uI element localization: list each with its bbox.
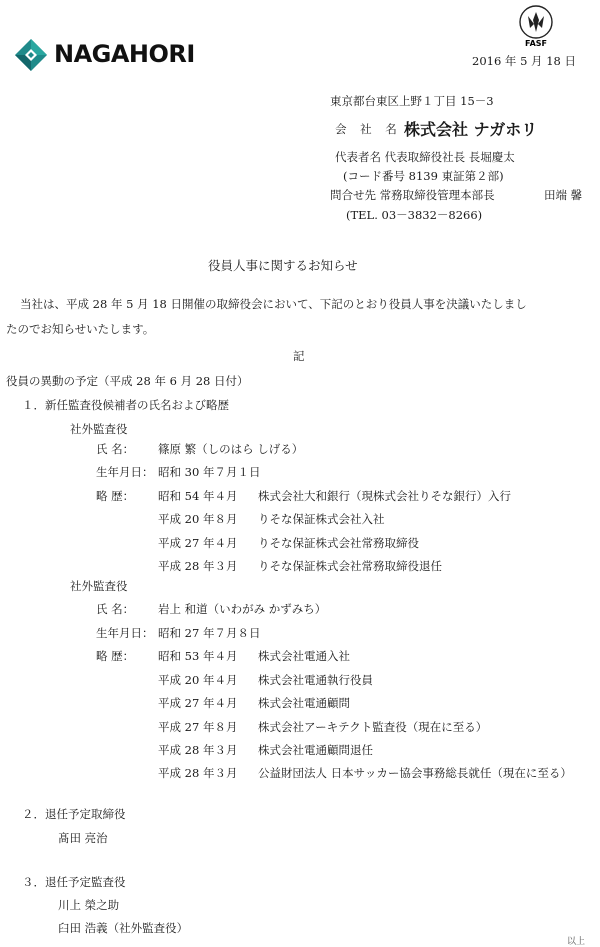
candidate-2-name: 岩上 和道（いわがみ かずみち） <box>158 602 327 616</box>
intro-line-1: 当社は、平成 28 年 5 月 18 日開催の取締役会において、下記のとおり役員人事を決議いたしまし <box>20 297 527 311</box>
candidate-2-name-label: 氏 名： <box>96 602 135 616</box>
candidate-1-name: 篠原 繁（しのはら しげる） <box>158 442 304 456</box>
career-date: 平成 28 年３月 <box>158 559 238 573</box>
career-desc: 公益財団法人 日本サッカー協会事務総長就任（現在に至る） <box>258 766 572 780</box>
career-date: 平成 27 年４月 <box>158 536 238 550</box>
candidate-2-career-label: 略 歴： <box>96 649 135 663</box>
candidate-1-name-label: 氏 名： <box>96 442 135 456</box>
company-name: 株式会社 ナガホリ <box>404 120 538 139</box>
career-desc: 株式会社電通執行役員 <box>258 673 373 687</box>
career-date: 昭和 54 年４月 <box>158 489 238 503</box>
career-date: 平成 20 年４月 <box>158 673 238 687</box>
contact-person-name: 田端 馨 <box>544 188 583 202</box>
representative: 代表者名 代表取締役社長 長堀慶太 <box>335 150 515 164</box>
schedule-heading: 役員の異動の予定（平成 28 年 6 月 28 日付） <box>6 374 249 388</box>
career-date: 平成 28 年３月 <box>158 766 238 780</box>
career-desc: 株式会社電通入社 <box>258 649 350 663</box>
ki-marker: 記 <box>293 349 305 363</box>
document-date: 2016 年 5 月 18 日 <box>472 54 576 68</box>
retiring-auditor-name: 臼田 浩義（社外監査役） <box>58 921 189 935</box>
career-desc: りそな保証株式会社常務取締役退任 <box>258 559 442 573</box>
career-desc: 株式会社電通顧問 <box>258 696 350 710</box>
retiring-director-name: 髙田 亮治 <box>58 831 108 845</box>
candidate-1-title: 社外監査役 <box>70 422 128 436</box>
closing-mark: 以上 <box>567 937 586 947</box>
career-desc: 株式会社大和銀行（現株式会社りそな銀行）入行 <box>258 489 511 503</box>
candidate-2-dob-label: 生年月日： <box>96 626 154 640</box>
career-date: 平成 27 年４月 <box>158 696 238 710</box>
career-desc: 株式会社アーキテクト監査役（現在に至る） <box>258 720 488 734</box>
nagahori-logo-icon <box>14 38 48 72</box>
candidate-2-dob: 昭和 27 年７月８日 <box>158 626 261 640</box>
company-name-label: 会 社 名 <box>335 122 402 136</box>
contact-tel: (TEL. 03－3832－8266) <box>346 208 483 222</box>
section-3-heading: ３．退任予定監査役 <box>22 875 126 889</box>
retiring-auditor-name: 川上 榮之助 <box>58 898 120 912</box>
contact-person-title: 問合せ先 常務取締役管理本部長 <box>330 188 495 202</box>
career-date: 昭和 53 年４月 <box>158 649 238 663</box>
candidate-1-dob: 昭和 30 年７月１日 <box>158 465 261 479</box>
career-date: 平成 20 年８月 <box>158 512 238 526</box>
career-date: 平成 27 年８月 <box>158 720 238 734</box>
intro-line-2: たのでお知らせいたします。 <box>6 322 155 336</box>
career-date: 平成 28 年３月 <box>158 743 238 757</box>
section-1-heading: １．新任監査役候補者の氏名および略歴 <box>22 398 229 412</box>
page-title: 役員人事に関するお知らせ <box>208 258 358 273</box>
fasf-certification-logo-icon <box>516 4 556 48</box>
company-address: 東京都台東区上野１丁目 15－3 <box>330 94 494 108</box>
fasf-logo-label: FASF <box>525 39 547 48</box>
stock-code: (コード番号 8139 東証第２部) <box>343 169 504 183</box>
candidate-1-dob-label: 生年月日： <box>96 465 154 479</box>
career-desc: 株式会社電通顧問退任 <box>258 743 373 757</box>
career-desc: りそな保証株式会社入社 <box>258 512 385 526</box>
career-desc: りそな保証株式会社常務取締役 <box>258 536 419 550</box>
section-2-heading: ２．退任予定取締役 <box>22 807 126 821</box>
company-logo-text: NAGAHORI <box>54 40 195 68</box>
candidate-1-career-label: 略 歴： <box>96 489 135 503</box>
candidate-2-title: 社外監査役 <box>70 579 128 593</box>
